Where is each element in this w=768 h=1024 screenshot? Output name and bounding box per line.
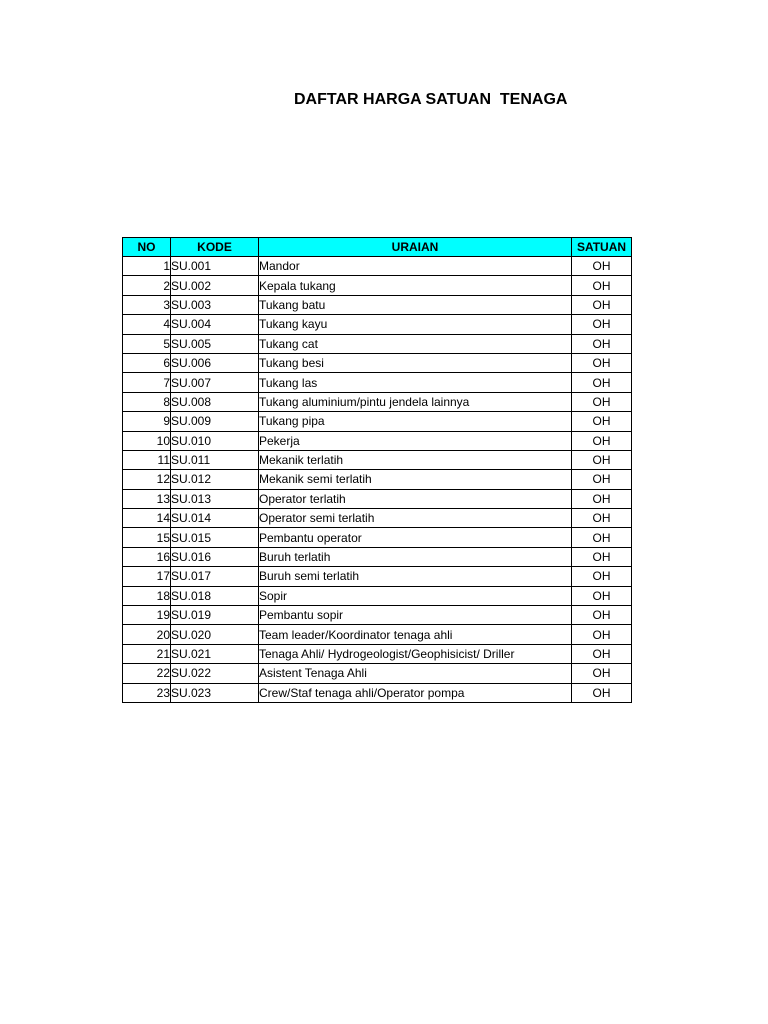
row-number: 19	[123, 606, 171, 625]
row-code: SU.019	[171, 606, 259, 625]
table-body	[123, 257, 632, 703]
row-unit: OH	[572, 450, 632, 469]
row-number: 7	[123, 373, 171, 392]
table-row	[123, 334, 632, 353]
row-code: SU.021	[171, 644, 259, 663]
row-description: Tenaga Ahli/ Hydrogeologist/Geophisicist/ Driller	[259, 644, 572, 663]
row-unit: OH	[572, 334, 632, 353]
row-code: SU.020	[171, 625, 259, 644]
row-description: Mekanik terlatih	[259, 450, 572, 469]
row-description: Tukang cat	[259, 334, 572, 353]
row-number: 23	[123, 683, 171, 702]
row-number: 16	[123, 547, 171, 566]
row-unit: OH	[572, 625, 632, 644]
row-number: 11	[123, 450, 171, 469]
table-row	[123, 547, 632, 566]
row-description: Tukang aluminium/pintu jendela lainnya	[259, 392, 572, 411]
row-code: SU.023	[171, 683, 259, 702]
row-description: Tukang batu	[259, 295, 572, 314]
row-unit: OH	[572, 353, 632, 372]
row-number: 21	[123, 644, 171, 663]
row-unit: OH	[572, 373, 632, 392]
row-unit: OH	[572, 276, 632, 295]
table-row	[123, 567, 632, 586]
table-row	[123, 586, 632, 605]
table-row	[123, 373, 632, 392]
row-code: SU.018	[171, 586, 259, 605]
row-unit: OH	[572, 392, 632, 411]
column-header-no: NO	[123, 238, 171, 257]
column-header-kode: KODE	[171, 238, 259, 257]
row-unit: OH	[572, 315, 632, 334]
table-row	[123, 431, 632, 450]
row-number: 14	[123, 509, 171, 528]
row-unit: OH	[572, 431, 632, 450]
row-code: SU.008	[171, 392, 259, 411]
row-code: SU.003	[171, 295, 259, 314]
labor-price-table	[122, 237, 632, 703]
row-code: SU.004	[171, 315, 259, 334]
row-code: SU.007	[171, 373, 259, 392]
table-row	[123, 257, 632, 276]
table-row	[123, 315, 632, 334]
row-code: SU.010	[171, 431, 259, 450]
row-code: SU.002	[171, 276, 259, 295]
row-code: SU.013	[171, 489, 259, 508]
row-unit: OH	[572, 683, 632, 702]
row-number: 15	[123, 528, 171, 547]
row-description: Tukang las	[259, 373, 572, 392]
row-number: 9	[123, 412, 171, 431]
row-description: Buruh terlatih	[259, 547, 572, 566]
page-title: DAFTAR HARGA SATUAN TENAGA	[294, 91, 568, 108]
table-row	[123, 353, 632, 372]
row-unit: OH	[572, 644, 632, 663]
row-number: 4	[123, 315, 171, 334]
row-code: SU.012	[171, 470, 259, 489]
row-unit: OH	[572, 586, 632, 605]
column-header-uraian: URAIAN	[259, 238, 572, 257]
row-unit: OH	[572, 295, 632, 314]
row-unit: OH	[572, 412, 632, 431]
table-row	[123, 625, 632, 644]
table-row	[123, 276, 632, 295]
row-description: Buruh semi terlatih	[259, 567, 572, 586]
row-number: 13	[123, 489, 171, 508]
table-row	[123, 528, 632, 547]
row-unit: OH	[572, 509, 632, 528]
table-row	[123, 470, 632, 489]
row-description: Sopir	[259, 586, 572, 605]
row-code: SU.015	[171, 528, 259, 547]
table-row	[123, 450, 632, 469]
table-row	[123, 412, 632, 431]
table-row	[123, 392, 632, 411]
row-code: SU.005	[171, 334, 259, 353]
row-number: 20	[123, 625, 171, 644]
row-unit: OH	[572, 528, 632, 547]
table-row	[123, 644, 632, 663]
table-row	[123, 683, 632, 702]
row-unit: OH	[572, 257, 632, 276]
row-description: Asistent Tenaga Ahli	[259, 664, 572, 683]
row-description: Pembantu sopir	[259, 606, 572, 625]
row-number: 6	[123, 353, 171, 372]
row-code: SU.011	[171, 450, 259, 469]
table-row	[123, 295, 632, 314]
row-code: SU.016	[171, 547, 259, 566]
row-number: 18	[123, 586, 171, 605]
row-unit: OH	[572, 606, 632, 625]
row-code: SU.001	[171, 257, 259, 276]
row-code: SU.014	[171, 509, 259, 528]
row-description: Tukang pipa	[259, 412, 572, 431]
row-number: 10	[123, 431, 171, 450]
row-description: Crew/Staf tenaga ahli/Operator pompa	[259, 683, 572, 702]
row-code: SU.022	[171, 664, 259, 683]
row-number: 3	[123, 295, 171, 314]
row-unit: OH	[572, 664, 632, 683]
table-row	[123, 509, 632, 528]
table-header-row	[123, 238, 632, 257]
row-code: SU.009	[171, 412, 259, 431]
table-row	[123, 664, 632, 683]
row-number: 8	[123, 392, 171, 411]
row-code: SU.006	[171, 353, 259, 372]
row-unit: OH	[572, 547, 632, 566]
row-description: Mandor	[259, 257, 572, 276]
row-number: 17	[123, 567, 171, 586]
row-description: Pembantu operator	[259, 528, 572, 547]
row-description: Tukang kayu	[259, 315, 572, 334]
row-number: 12	[123, 470, 171, 489]
row-unit: OH	[572, 470, 632, 489]
row-description: Operator semi terlatih	[259, 509, 572, 528]
row-number: 5	[123, 334, 171, 353]
row-description: Kepala tukang	[259, 276, 572, 295]
row-number: 2	[123, 276, 171, 295]
row-unit: OH	[572, 567, 632, 586]
table-row	[123, 606, 632, 625]
column-header-satuan: SATUAN	[572, 238, 632, 257]
row-description: Operator terlatih	[259, 489, 572, 508]
row-description: Mekanik semi terlatih	[259, 470, 572, 489]
row-description: Pekerja	[259, 431, 572, 450]
row-description: Tukang besi	[259, 353, 572, 372]
row-unit: OH	[572, 489, 632, 508]
row-description: Team leader/Koordinator tenaga ahli	[259, 625, 572, 644]
row-code: SU.017	[171, 567, 259, 586]
row-number: 22	[123, 664, 171, 683]
row-number: 1	[123, 257, 171, 276]
table-row	[123, 489, 632, 508]
